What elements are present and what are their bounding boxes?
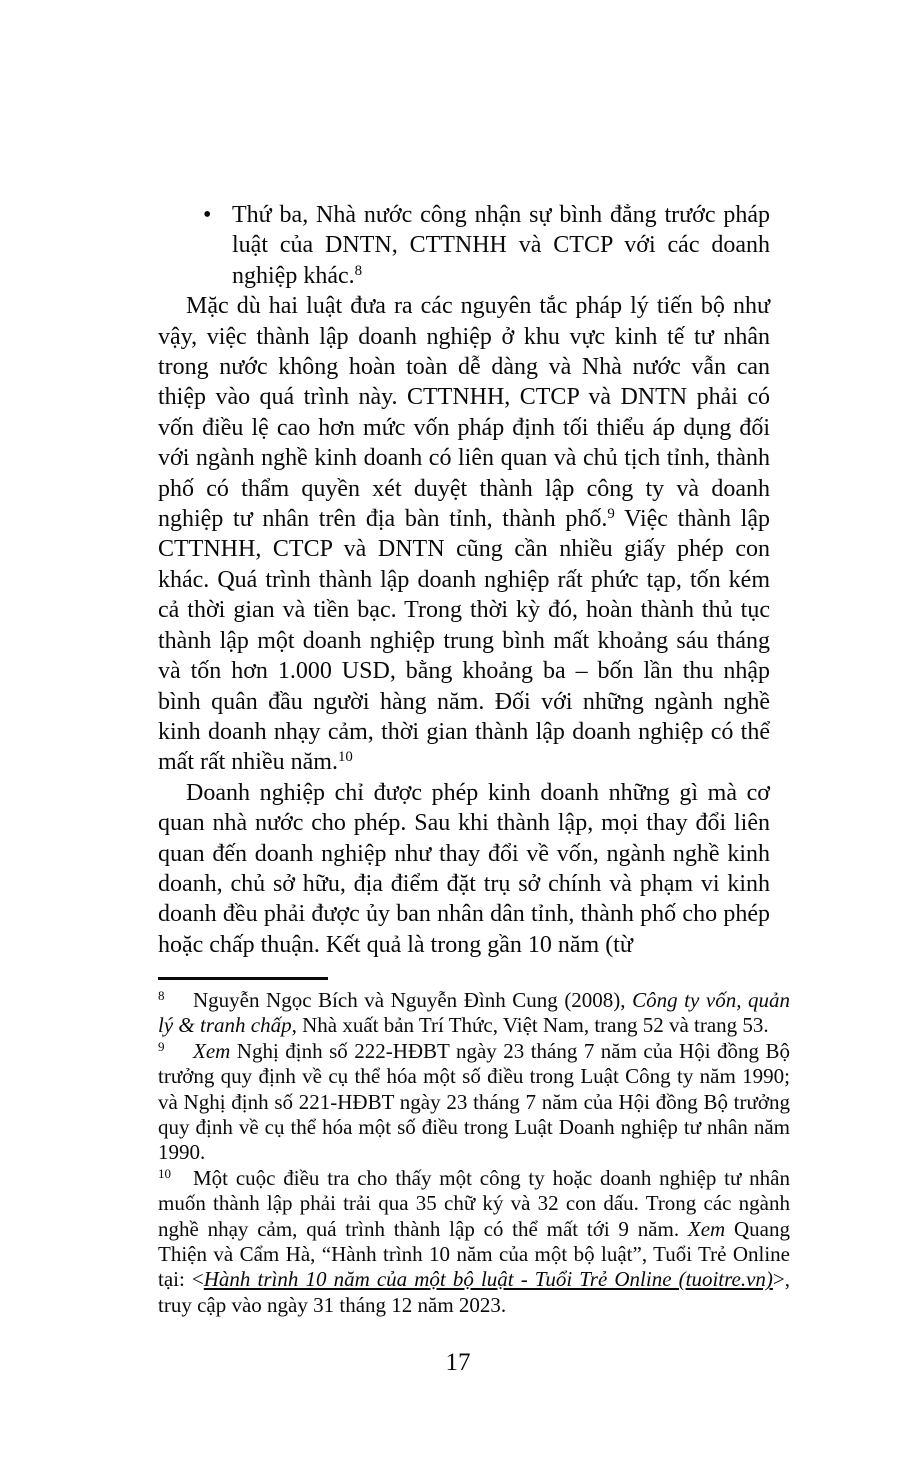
footnote-ref-8: 8 xyxy=(354,262,363,279)
text-run: Xem xyxy=(687,1216,726,1241)
footnote-marker xyxy=(158,1166,193,1191)
text-run: Quang Thiện và Cẩm Hà, “Hành trình 10 năm của một bộ luật”, Tuổi Trẻ Online tại: < xyxy=(158,1216,790,1292)
footnote-text xyxy=(158,1039,790,1165)
footnote-number: 10 xyxy=(158,1165,172,1181)
footnote-item-9 xyxy=(158,1039,790,1166)
footnote-text xyxy=(158,1166,790,1317)
text-run: >, truy cập vào ngày 31 tháng 12 năm 2023. xyxy=(158,1267,790,1317)
footnote-number: 8 xyxy=(158,987,165,1003)
text-run: Công ty vốn, quản lý & tranh chấp xyxy=(158,988,790,1038)
text-run: Thứ ba, Nhà nước công nhận sự bình đẳng trước pháp luật của DNTN, CTTNHH và CTCP với các doanh nghiệp khác. xyxy=(232,202,770,289)
bullet-text xyxy=(232,200,770,291)
text-run: Việc thành lập CTTNHH, CTCP và DNTN cũng cần nhiều giấy phép con khác. Quá trình thành lập doanh nghiệp rất phức tạp, tốn kém cả thời gian và tiền bạc. Trong thời kỳ đó, hoàn thành thủ tục thành lập một doanh nghiệp trung bình mất khoảng sáu tháng và tốn hơn 1.000 USD, bằng khoảng ba – bốn lần thu nhập bình quân đầu người hàng năm. Đối với những ngành nghề kinh doanh nhạy cảm, thời gian thành lập doanh nghiệp có thể mất rất nhiều năm. xyxy=(158,506,771,776)
text-run: Nghị định số 222-HĐBT ngày 23 tháng 7 năm của Hội đồng Bộ trưởng quy định về cụ thể hóa một số điều trong Luật Công ty năm 1990; và Nghị định số 221-HĐBT ngày 23 tháng 7 năm của Hội đồng Bộ trưởng quy định về cụ thể hóa một số điều trong Luật Doanh nghiệp tư nhân năm 1990. xyxy=(158,1038,790,1165)
text-run: Một cuộc điều tra cho thấy một công ty hoặc doanh nghiệp tư nhân muốn thành lập phải trải qua 35 chữ ký và 32 con dấu. Trong các ngành nghề nhạy cảm, quá trình thành lập có thể mất tới 9 năm. xyxy=(158,1165,790,1241)
footnote-ref-9: 9 xyxy=(607,505,615,522)
body-text xyxy=(158,200,770,960)
footnote-item-10 xyxy=(158,1166,790,1318)
text-run: , Nhà xuất bản Trí Thức, Việt Nam, trang 52 và trang 53. xyxy=(291,1013,769,1038)
footnote-marker xyxy=(158,1039,193,1064)
footnote-separator xyxy=(158,977,328,980)
footnote-ref-10: 10 xyxy=(337,749,353,766)
footnote-text xyxy=(158,988,790,1037)
bullet-list-item xyxy=(158,200,770,291)
text-run: Mặc dù hai luật đưa ra các nguyên tắc pháp lý tiến bộ như vậy, việc thành lập doanh nghiệp ở khu vực kinh tế tư nhân trong nước không hoàn toàn dễ dàng và Nhà nước vẫn can thiệp vào quá trình này. CTTNHH, CTCP và DNTN phải có vốn điều lệ cao hơn mức vốn pháp định tối thiểu áp dụng đối với ngành nghề kinh doanh có liên quan và chủ tịch tỉnh, thành phố có thẩm quyền xét duyệt thành lập công ty và doanh nghiệp tư nhân trên địa bàn tỉnh, thành phố. xyxy=(158,293,770,533)
text-run: Doanh nghiệp chỉ được phép kinh doanh những gì mà cơ quan nhà nước cho phép. Sau khi thành lập, mọi thay đổi liên quan đến doanh nghiệp như thay đổi về vốn, ngành nghề kinh doanh, chủ sở hữu, địa điểm đặt trụ sở chính và phạm vi kinh doanh đều phải được ủy ban nhân dân tỉnh, thành phố cho phép hoặc chấp thuận. Kết quả là trong gần 10 năm (từ xyxy=(158,779,770,958)
footnote-number: 9 xyxy=(158,1038,165,1054)
footnotes-section xyxy=(158,988,790,1318)
footnote-hyperlink[interactable]: Hành trình 10 năm của một bộ luật - Tuổi Trẻ Online (tuoitre.vn) xyxy=(203,1267,773,1292)
text-run: Nguyễn Ngọc Bích và Nguyễn Đình Cung (2008), xyxy=(193,988,633,1012)
footnote-marker xyxy=(158,988,193,1013)
page-number: 17 xyxy=(445,1349,471,1376)
paragraph-2 xyxy=(158,778,770,960)
bullet-marker: • xyxy=(203,202,212,228)
paragraph-1 xyxy=(158,291,770,778)
footnote-item-8 xyxy=(158,988,790,1039)
text-run: Xem xyxy=(193,1038,231,1063)
